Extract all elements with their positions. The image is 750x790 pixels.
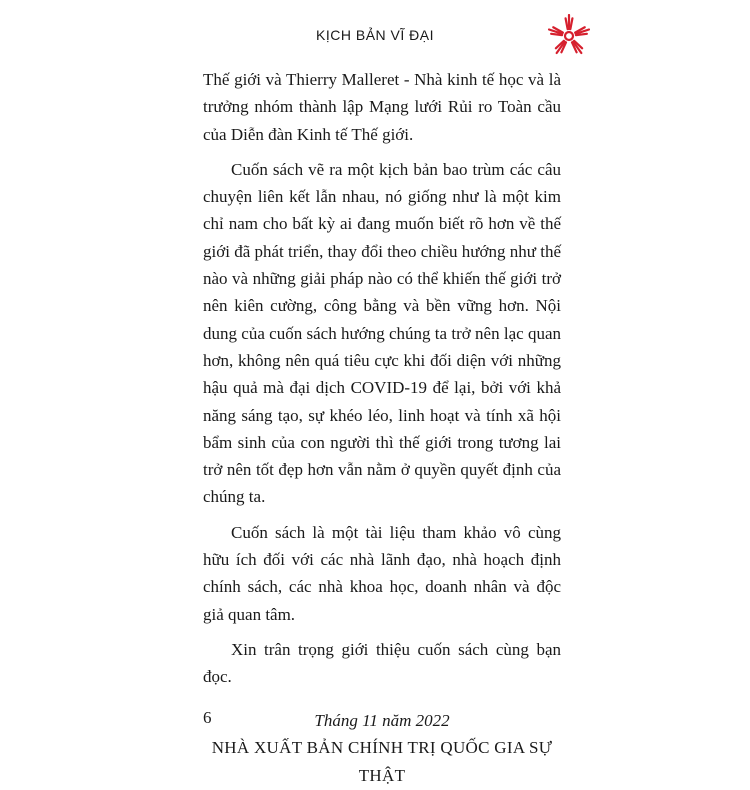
publisher-name: NHÀ XUẤT BẢN CHÍNH TRỊ QUỐC GIA SỰ THẬT	[211, 737, 553, 785]
page-number: 6	[203, 708, 212, 727]
page-body	[203, 66, 561, 790]
paragraph-reference: Cuốn sách là một tài liệu tham khảo vô cùng hữu ích đối với các nhà lãnh đạo, nhà hoạch định chính sách, các nhà khoa học, doanh nhân và độc giả quan tâm.	[203, 522, 561, 624]
running-header-title: KỊCH BẢN VĨ ĐẠI	[316, 27, 434, 43]
publication-date: Tháng 11 năm 2022	[314, 710, 450, 730]
paragraph-introduction: Xin trân trọng giới thiệu cuốn sách cùng bạn đọc.	[203, 639, 561, 687]
publisher-star-logo-icon	[547, 14, 591, 58]
publisher-signature	[203, 707, 561, 790]
paragraph-continuation: Thế giới và Thierry Malleret - Nhà kinh tế học và là trưởng nhóm thành lập Mạng lưới Rủi ro Toàn cầu của Diễn đàn Kinh tế Thế giới.	[203, 70, 561, 144]
paragraph-summary: Cuốn sách vẽ ra một kịch bản bao trùm các câu chuyện liên kết lẫn nhau, nó giống như là một kim chỉ nam cho bất kỳ ai đang muốn biết rõ hơn về thế giới đã phát triển, thay đổi theo chiều hướng như thế nào và những giải pháp nào có thể khiến thế giới trở nên kiên cường, công bằng và bền vững hơn. Nội dung của cuốn sách hướng chúng ta trở nên lạc quan hơn, không nên quá tiêu cực khi đối diện với những hậu quả mà đại dịch COVID-19 để lại, bởi với khả năng sáng tạo, sự khéo léo, linh hoạt và tính xã hội bẩm sinh của con người thì thế giới trong tương lai trở nên tốt đẹp hơn vẫn nằm ở quyền quyết định của chúng ta.	[203, 159, 561, 507]
